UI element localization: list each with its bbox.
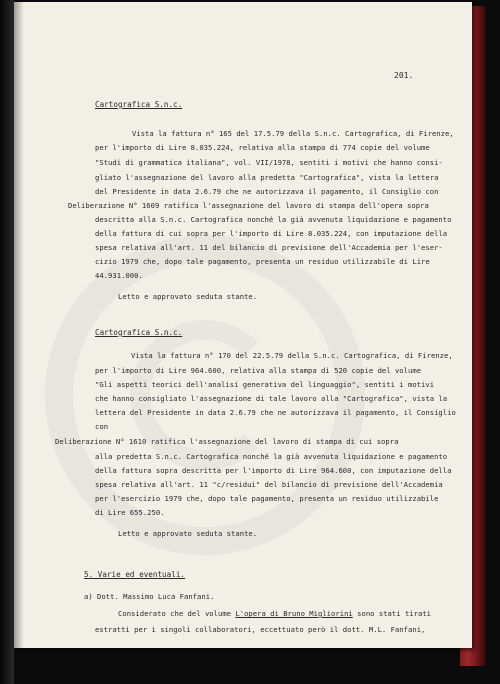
- section2-line: Deliberazione N° 1610 ratifica l'assegnazione del lavoro di stampa di cui sopra: [55, 437, 399, 446]
- section1-line: Deliberazione N° 1609 ratifica l'assegnazione del lavoro di stampa dell'opera sopra: [68, 201, 429, 210]
- section2-line: Vista la fattura n° 170 del 22.5.79 della S.n.c. Cartografica, di Firenze,: [131, 351, 453, 360]
- section3-book-title: L'opera di Bruno Migliorini: [235, 609, 353, 618]
- page-number: 201.: [394, 71, 414, 80]
- section2-line: per l'importo di Lire 964.600, relativa alla stampa di 520 copie del volume: [95, 366, 422, 375]
- section1-line: gliato l'assegnazione del lavoro alla predetta "Cartografica", vista la lettera: [95, 173, 439, 182]
- section1-line: per l'importo di Lire 8.035.224, relativa alla stampa di 774 copie del volume: [95, 143, 430, 152]
- section1-line: Vista la fattura n° 165 del 17.5.79 della S.n.c. Cartografica, di Firenze,: [132, 129, 454, 138]
- section1-line: spesa relativa all'art. 11 del bilancio di previsione dell'Accademia per l'eser-: [95, 243, 443, 252]
- section1-heading: Cartografica S.n.c.: [95, 100, 183, 109]
- section2-line: di Lire 655.250.: [95, 508, 165, 517]
- section1-line: cizio 1979 che, dopo tale pagamento, presenta un residuo utilizzabile di Lire: [95, 257, 430, 266]
- section2-line: spesa relativa all'art. 11 "c/residui" del bilancio di previsione dell'Accademia: [95, 480, 443, 489]
- section3-line1-pre: Considerato che del volume: [118, 609, 236, 618]
- section2-line: che hanno consigliato l'assegnazione di tale lavoro alla "Cartografica", vista la: [95, 394, 448, 403]
- section3-subheading: a) Dott. Massimo Luca Fanfani.: [84, 592, 215, 601]
- section1-line: descritta alla S.n.c. Cartografica nonché la già avvenuta liquidazione e pagamento: [95, 215, 452, 224]
- section1-line: "Studi di grammatica italiana", vol. VII/1978, sentiti i motivi che hanno consi-: [95, 158, 443, 167]
- section2-approved: Letto e approvato seduta stante.: [118, 529, 258, 538]
- section2-line: della fattura sopra descritta per l'importo di Lire 964.600, con imputazione della: [95, 466, 452, 475]
- section3-line2: estratti per i singoli collaboratori, eccettuato però il dott. M.L. Fanfani,: [95, 625, 426, 634]
- section2-line: "Gli aspetti teorici dell'analisi generativa del linguaggio", sentiti i motivi: [95, 380, 435, 389]
- section2-line: lettera del Presidente in data 2.6.79 che ne autorizzava il pagamento, il Consiglio: [95, 408, 456, 417]
- section3-heading: 5. Varie ed eventuali.: [84, 570, 186, 579]
- section2-line: per l'esercizio 1979 che, dopo tale pagamento, presenta un residuo utilizzabile: [95, 494, 439, 503]
- section1-line: della fattura di cui sopra per l'importo di Lire 8.035.224, con imputazione della: [95, 229, 448, 238]
- section1-line: del Presidente in data 2.6.79 che ne autorizzava il pagamento, il Consiglio con: [95, 187, 439, 196]
- section3-line1-post: sono stati tirati: [352, 609, 432, 618]
- page-gutter-shadow: [14, 2, 24, 648]
- section1-line: 44.931.000.: [95, 271, 143, 280]
- section1-approved: Letto e approvato seduta stante.: [118, 292, 258, 301]
- section3-line1: [118, 609, 431, 618]
- section2-line: alla predetta S.n.c. Cartografica nonché la già avvenuta liquidazione e pagamento: [95, 452, 448, 461]
- book-binding: [0, 0, 14, 684]
- section2-heading: Cartografica S.n.c.: [95, 328, 183, 337]
- section2-line: con: [95, 422, 109, 431]
